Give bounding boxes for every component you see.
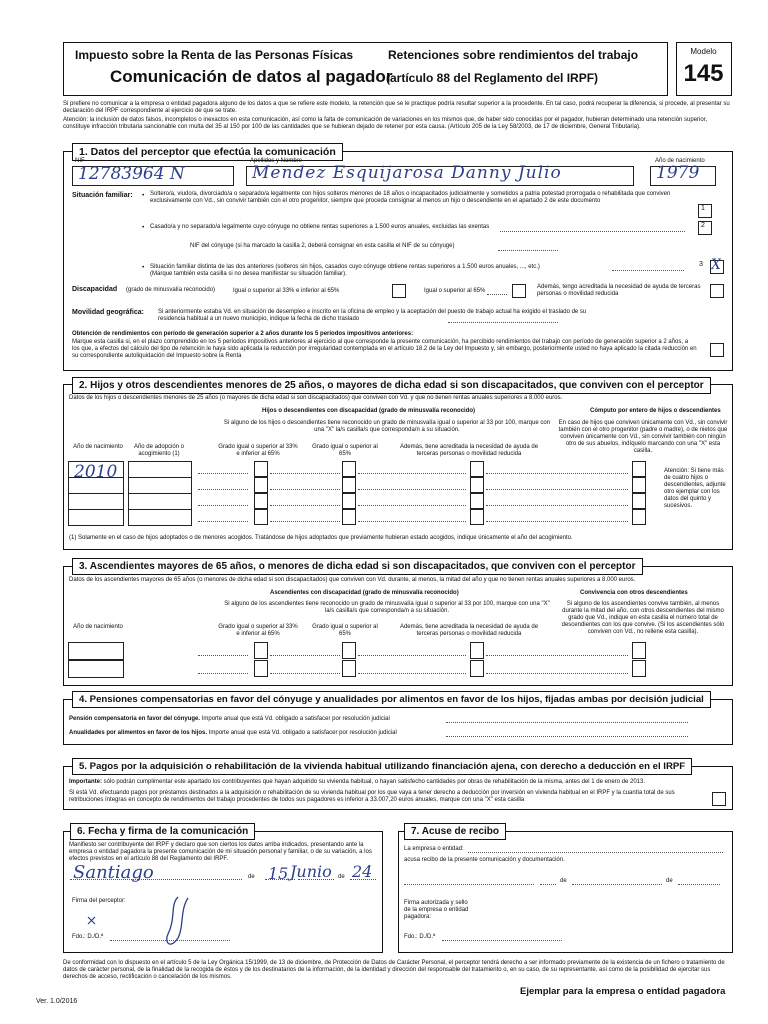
s4-line1-text: Importe anual que está Vd. obligado a satisfacer por resolución judicial xyxy=(201,716,390,722)
mov-date-input[interactable] xyxy=(448,322,558,323)
title-line1: Impuesto sobre la Renta de las Personas Físicas xyxy=(75,48,354,62)
s2-row-dots-comp xyxy=(486,521,628,522)
s5-text: Si está Vd. efectuando pagos por préstamos destinados a la adquisición o rehabilitación de su vivienda habitual por los que vaya a tener derecho a deducción por inversión en vivienda habitual en el IRPF y la cuantía total de sus retribuciones íntegras en concepto de rendimientos del trabajo procedentes de todos sus pagadores es inferior a 33.007,20 euros anuales, marque con una "X" esta casilla xyxy=(69,790,675,803)
s4-line2-text: Importe anual que está Vd. obligado a satisfacer por resolución judicial xyxy=(208,730,397,736)
s2-row-65-checkbox[interactable] xyxy=(342,509,356,525)
modelo-label: Modelo xyxy=(690,47,717,56)
s3-row-dots-help xyxy=(358,655,466,656)
sit2-text: Casado/a y no separado/a legalmente cuyo cónyuge no obtiene rentas superiores a 1.500 euros anuales, excluidas las exentas xyxy=(150,224,490,230)
s2-col-adopt: Año de adopción o acogimiento (1) xyxy=(133,444,185,457)
obt-text: Marque esta casilla si, en el plazo comprendido en los 5 períodos impositivos anteriores al ejercicio al que corresponde la presente comunicación, ha percibido rendimientos del trabajo con período de generación superior a 2 años, a los que, a efectos del cálculo del tipo de retención le haya sido aplicada la reducción por irregularidad contemplada en el artículo 18.2 de la Ley del Impuesto y, sin embargo, posteriormente usted no haya aplicado la citada reducción en su correspondiente autoliquidación del Impuesto sobre la Renta xyxy=(72,339,697,359)
sit-label: Situación familiar: xyxy=(72,192,133,199)
sign-place: Santiago xyxy=(73,862,154,883)
sit1-number: 1 xyxy=(701,205,705,212)
s3-row-dots-conv xyxy=(486,673,628,674)
sign-place-dots xyxy=(70,879,242,880)
s2-row-dots-33 xyxy=(198,521,248,522)
s2-row-dots-65 xyxy=(270,505,340,506)
disc-label: Discapacidad xyxy=(72,286,118,293)
mov-text: Si anteriormente estaba Vd. en situación de desempleo e inscrito en la oficina de empleo y la aceptación del puesto de trabajo actual ha exigido el traslado de su residencia habitual a un nuevo municipio, indique la fecha de dicho traslado xyxy=(158,309,587,322)
s2-row-help-checkbox[interactable] xyxy=(470,509,484,525)
mov-label: Movilidad geográfica: xyxy=(72,309,144,316)
s2-col-33: Grado igual o superior al 33% e inferior al 65% xyxy=(218,444,298,457)
s2-row-comp-checkbox[interactable] xyxy=(632,461,646,477)
intro-p2: Atención: la inclusión de datos falsos, incompletos o inexactos en esta comunicación, así como la falta de comunicación de variaciones en los mismos que, de haber sido conocidas por el pagador, hubieran determinado una retención superior, constituye infracción tributaria sancionable con multa del 35 al 150 por 100 de las cantidades que se hubieran dejado de retener por esta causa. (Artículo 205 de la Ley 58/2003, de 17 de diciembre, General Tributaria). xyxy=(63,117,708,130)
s3-col-birth: Año de nacimiento xyxy=(73,624,123,630)
s3-col-65: Grado igual o superior al 65% xyxy=(312,624,378,637)
s6-text: Manifiesto ser contribuyente del IRPF y declaro que son ciertos los datos arriba indicados, presentando ante la empresa o entidad pagadora la presente comunicación de mi situación personal y familiar, o de su variación, a los efectos previstos en el artículo 88 del Reglamento del IRPF. xyxy=(69,842,372,862)
section-6-title: 6. Fecha y firma de la comunicación xyxy=(70,823,255,840)
s3-row-conv-input[interactable] xyxy=(632,660,646,677)
s2-row-65-checkbox[interactable] xyxy=(342,477,356,493)
s3-row-65-checkbox[interactable] xyxy=(342,642,356,659)
sit3-dots xyxy=(612,270,684,271)
bullet-1: • xyxy=(142,192,145,199)
s2-row-dots-33 xyxy=(198,473,248,474)
page-title: Comunicación de datos al pagador xyxy=(110,67,393,86)
s2-comp-note: En caso de hijos que conviven únicamente con Vd., sin convivir también con el otro progenitor (padre o madre), o de nietos que conviven únicamente con Vd., sin convivir también con ningún otro de sus abuelos, indíquelo marcando con una "X" esta casilla. xyxy=(558,420,728,454)
title-line1b: Retenciones sobre rendimientos del trabajo xyxy=(388,48,639,62)
s6-fdo-dots[interactable] xyxy=(110,940,230,941)
s2-intro: Datos de los hijos o descendientes menores de 25 años (o mayores de dicha edad si son discapacitados) que conviven con Vd. y que no tienen rentas anuales superiores a 8.000 euros. xyxy=(69,395,563,401)
s2-row-65-checkbox[interactable] xyxy=(342,461,356,477)
footer-version: Ver. 1.0/2016 xyxy=(36,998,78,1005)
s3-row-dots-33 xyxy=(198,655,248,656)
s3-row-dots-conv xyxy=(486,655,628,656)
s2-disc-note: Si alguno de los hijos o descendientes tiene reconocido un grado de minusvalía igual o superior al 33 por 100, marque con una "X" la/s casilla/s que corresponda/n a su situación. xyxy=(223,420,551,433)
s2-col-help: Además, tiene acreditada la necesidad de ayuda de terceras personas o movilidad reducida xyxy=(399,444,539,457)
s2-row-help-checkbox[interactable] xyxy=(470,461,484,477)
s4-line2-bold: Anualidades por alimentos en favor de los hijos. xyxy=(69,730,208,736)
s5-checkbox[interactable] xyxy=(712,792,726,806)
sit3-text-b: (Marque también esta casilla si no desea manifestar su situación familiar). xyxy=(150,271,347,277)
section-4-title: 4. Pensiones compensatorias en favor del cónyuge y anualidades por alimentos en favor de los hijos, fijadas ambas por decisión judicial xyxy=(72,691,711,708)
spouse-nif-input[interactable] xyxy=(498,250,558,251)
s2-row-dots-help xyxy=(358,489,466,490)
sign-day: 15 xyxy=(268,864,289,883)
s3-row-conv-input[interactable] xyxy=(632,642,646,659)
disc-opt1: Igual o superior al 33% e inferior al 65% xyxy=(233,288,340,294)
s5-important xyxy=(69,779,645,786)
name-label: Apellidos y Nombre xyxy=(250,158,303,164)
s2-row-birth-input[interactable] xyxy=(68,509,124,526)
s2-row-dots-33 xyxy=(198,505,248,506)
s2-row-dots-65 xyxy=(270,521,340,522)
sit3-mark: X xyxy=(711,257,721,273)
s3-conv-note: Si alguno de los ascendientes convive también, al menos durante la mitad del año, con otros descendientes del mismo grado que Vd., indique en esta casilla el número total de descendientes con los que convive. (Si los ascendientes sólo conviven con Vd., no rellene esta casilla). xyxy=(561,601,725,635)
birth-value: 1979 xyxy=(656,163,700,183)
s2-row1-birth-value: 2010 xyxy=(74,462,118,482)
disc-opt2-dots xyxy=(487,294,507,295)
s2-row-33-checkbox[interactable] xyxy=(254,493,268,509)
s2-row-dots-65 xyxy=(270,489,340,490)
sit3-text: Situación familiar distinta de las dos anteriores (solteros sin hijos, casados cuyo cónyuge obtiene rentas superiores a 1.500 euros anuales, ..., etc.) xyxy=(150,264,540,270)
s3-row-dots-65 xyxy=(270,655,340,656)
s3-row-dots-33 xyxy=(198,673,248,674)
s3-row-help-checkbox[interactable] xyxy=(470,642,484,659)
s3-row-help-checkbox[interactable] xyxy=(470,660,484,677)
title-article: (artículo 88 del Reglamento del IRPF) xyxy=(386,71,599,85)
name-value: Mendez Esquijarosa Danny Julio xyxy=(252,163,562,183)
disc-opt2: Igual o superior al 65% xyxy=(424,288,486,294)
s7-de1: de xyxy=(560,878,567,884)
s3-intro: Datos de los ascendientes mayores de 65 años (o menores de dicha edad si son discapacitados) que conviven con Vd. durante, al menos, la mitad del año y que no tienen rentas anuales superiores a 8.000 euros. xyxy=(69,577,636,583)
nif-label: NIF xyxy=(75,158,85,164)
s6-fdo: Fdo.: D./D.ª xyxy=(72,934,104,940)
s3-col-help: Además, tiene acreditada la necesidad de ayuda de terceras personas o movilidad reducida xyxy=(399,624,539,637)
s3-col-33: Grado igual o superior al 33% e inferior al 65% xyxy=(218,624,298,637)
s7-empresa: La empresa o entidad: xyxy=(404,846,464,852)
s2-row-65-checkbox[interactable] xyxy=(342,493,356,509)
sign-de2: de xyxy=(338,874,345,880)
s2-row-adopt-input[interactable] xyxy=(128,493,192,510)
s3-row-33-checkbox[interactable] xyxy=(254,642,268,659)
s7-empresa-input[interactable] xyxy=(468,852,723,853)
s3-row-dots-65 xyxy=(270,673,340,674)
s4-line1-bold: Pensión compensatoria en favor del cónyuge. xyxy=(69,716,201,722)
s2-row-33-checkbox[interactable] xyxy=(254,477,268,493)
alimentos-input[interactable] xyxy=(446,736,688,737)
s3-row-birth-input[interactable] xyxy=(68,660,124,678)
footer-legal: De conformidad con lo dispuesto en el artículo 5 de la Ley Orgánica 15/1999, de 13 de diciembre, de Protección de Datos de Carácter Personal, el perceptor tendrá derecho a ser informado previamente de la existencia de un fichero o tratamiento de datos de carácter personal, de la finalidad de la recogida de éstos y de los destinatarios de la información, de la identidad y dirección del responsable del tratamiento o, en su caso, de su representante, así como de la posibilidad de ejercitar sus derechos de acceso, rectificación o cancelación de los mismos. xyxy=(63,960,725,980)
sit2-number: 2 xyxy=(701,222,705,229)
sign-de1: de xyxy=(248,874,255,880)
s3-row-65-checkbox[interactable] xyxy=(342,660,356,677)
section-2-title: 2. Hijos y otros descendientes menores de 25 años, o mayores de dicha edad si son discapacitados, que conviven con el perceptor xyxy=(72,377,711,394)
s7-acusa: acusa recibo de la presente comunicación y documentación. xyxy=(404,857,565,863)
birth-label: Año de nacimiento xyxy=(655,158,705,164)
pension-input[interactable] xyxy=(446,722,688,723)
disc-opt2-checkbox[interactable] xyxy=(512,284,526,298)
bullet-3: • xyxy=(142,264,145,271)
sit2-nif-label: NIF del cónyuge (si ha marcado la casilla 2, deberá consignar en esta casilla el NIF de su cónyuge) xyxy=(190,243,455,249)
modelo-number: 145 xyxy=(683,60,724,87)
nif-value: 12783964 N xyxy=(78,164,185,184)
s2-row-help-checkbox[interactable] xyxy=(470,493,484,509)
s2-h-disc: Hijos o descendientes con discapacidad (grado de minusvalía reconocido) xyxy=(262,408,476,414)
disc-opt1-checkbox[interactable] xyxy=(392,284,406,298)
s2-row-dots-33 xyxy=(198,489,248,490)
s2-row-adopt-input[interactable] xyxy=(128,509,192,526)
s7-firma: Firma autorizada y sello de la empresa o entidad pagadora: xyxy=(404,900,469,920)
section-5-title: 5. Pagos por la adquisición o rehabilitación de la vivienda habitual utilizando financiación ajena, con derecho a deducción en el IRPF xyxy=(72,758,692,775)
s2-atencion: Atención: Si tiene más de cuatro hijos o descendientes, adjunte otro ejemplar con los datos del quinto y sucesivos. xyxy=(664,468,726,509)
s2-col-65: Grado igual o superior al 65% xyxy=(312,444,378,457)
s2-row-dots-comp xyxy=(486,473,628,474)
s7-fdo-dots[interactable] xyxy=(442,940,562,941)
sign-year: 24 xyxy=(352,862,373,881)
s3-h-conv: Convivencia con otros descendientes xyxy=(580,590,688,596)
sign-month-dots xyxy=(298,879,334,880)
sign-month: Junio xyxy=(290,862,332,881)
s4-line2 xyxy=(69,730,397,737)
disc-sub: (grado de minusvalía reconocido) xyxy=(126,287,216,293)
s7-place-input[interactable] xyxy=(404,884,534,885)
disc-opt3-checkbox[interactable] xyxy=(710,284,724,298)
sit1-text: Soltero/a, viudo/a, divorciado/a o separado/a legalmente con hijos solteros menores de 18 años o incapacitados judicialmente y sometidos a patria potestad prorrogada o rehabilitada que conviven exclusivamente con Vd., sin convivir también con el otro progenitor, siempre que proceda consignar al menos un hijo o descendiente en el apartado 2 de este documento xyxy=(150,191,671,204)
s7-month-input[interactable] xyxy=(572,884,662,885)
s2-row-33-checkbox[interactable] xyxy=(254,509,268,525)
s7-year-input[interactable] xyxy=(678,884,720,885)
sign-year-dots xyxy=(350,879,376,880)
footer-ejemplar: Ejemplar para la empresa o entidad pagadora xyxy=(520,986,726,997)
s2-row-comp-checkbox[interactable] xyxy=(632,509,646,525)
s2-row-help-checkbox[interactable] xyxy=(470,477,484,493)
s2-row-dots-comp xyxy=(486,489,628,490)
obt-checkbox[interactable] xyxy=(710,343,724,357)
disc-opt3: Además, tengo acreditada la necesidad de ayuda de terceras personas o movilidad reducida xyxy=(537,284,701,297)
s2-row-birth-input[interactable] xyxy=(68,493,124,510)
sit2-dots xyxy=(500,231,685,232)
s3-row-33-checkbox[interactable] xyxy=(254,660,268,677)
s2-row-dots-help xyxy=(358,505,466,506)
section-3-title: 3. Ascendientes mayores de 65 años, o menores de dicha edad si son discapacitados, que conviven con el perceptor xyxy=(72,558,643,575)
s2-row-dots-comp xyxy=(486,505,628,506)
s7-fdo: Fdo.: D./D.ª xyxy=(404,934,436,940)
obt-title: Obtención de rendimientos con período de generación superior a 2 años durante los 5 períodos impositivos anteriores: xyxy=(72,331,414,337)
sit3-number: 3 xyxy=(699,261,703,268)
firma-label: Firma del perceptor: xyxy=(72,898,126,904)
s5-imp-bold: Importante: xyxy=(69,779,102,785)
s2-h-comp: Cómputo por entero de hijos o descendientes xyxy=(590,408,721,414)
s2-row-comp-checkbox[interactable] xyxy=(632,477,646,493)
intro-p1: Si prefiere no comunicar a la empresa o entidad pagadora alguno de los datos a que se refiere este modelo, la retención que se le practique podría resultar superior a la procedente. En tal caso, podrá recuperar la diferencia, si procede, al presentar su declaración del IRPF correspondiente al ejercicio de que se trate. xyxy=(63,101,730,114)
s2-row-33-checkbox[interactable] xyxy=(254,461,268,477)
s3-row-birth-input[interactable] xyxy=(68,642,124,660)
bullet-2: • xyxy=(142,224,145,231)
s2-row-dots-help xyxy=(358,521,466,522)
s3-row-dots-help xyxy=(358,673,466,674)
s2-row-adopt-input[interactable] xyxy=(128,461,192,478)
s2-footnote: (1) Solamente en el caso de hijos adoptados o de menores acogidos. Tratándose de hijos adoptados que previamente hubieran estado acogidos, indique únicamente el año del acogimiento. xyxy=(69,535,573,541)
s2-row-dots-help xyxy=(358,473,466,474)
s7-day-input[interactable] xyxy=(540,884,556,885)
section-1-title: 1. Datos del perceptor que efectúa la comunicación xyxy=(72,143,343,161)
s5-imp-text: sólo podrán cumplimentar este apartado los contribuyentes que hayan adquirido su vivienda habitual, o hayan satisfecho cantidades por obras de rehabilitación de la misma, antes del 1 de enero de 2013. xyxy=(103,779,646,785)
s2-row-comp-checkbox[interactable] xyxy=(632,493,646,509)
s3-h-disc: Ascendientes con discapacidad (grado de minusvalía reconocido) xyxy=(270,590,459,596)
s4-line1 xyxy=(69,716,390,723)
s2-col-birth: Año de nacimiento xyxy=(73,444,123,450)
section-7-title: 7. Acuse de recibo xyxy=(404,823,506,840)
s2-row-dots-65 xyxy=(270,473,340,474)
s2-row-adopt-input[interactable] xyxy=(128,477,192,494)
s3-disc-note: Si alguno de los ascendientes tiene reconocido un grado de minusvalía igual o superior al 33 por 100, marque con una "X" la/s casilla/s que corresponda/n a su situación. xyxy=(224,601,550,614)
s7-de2: de xyxy=(666,878,673,884)
